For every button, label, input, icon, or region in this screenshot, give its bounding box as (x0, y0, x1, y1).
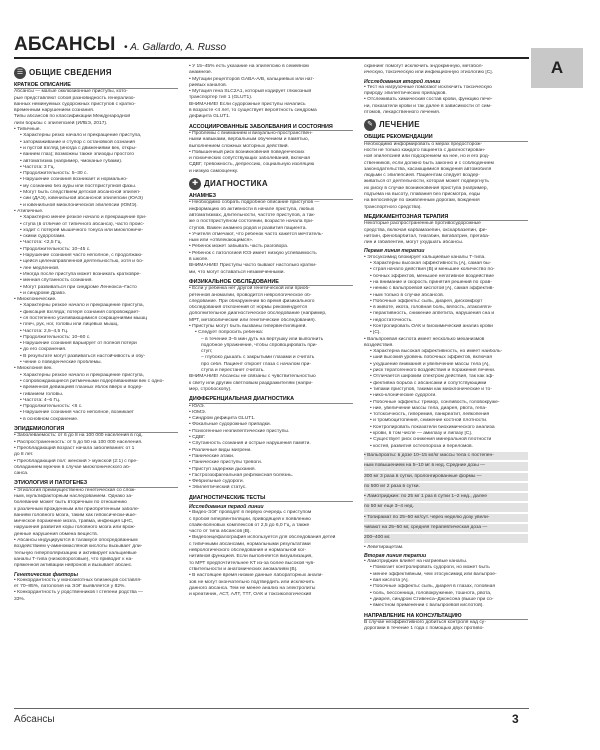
text-line: спайк-волновых комплексов от 2,5 до 6,0 Гц, а также (189, 522, 310, 528)
bullet-line: • Конкордантность у родственников I степени родства — (14, 590, 178, 596)
text-line: каналы Т-типа (низкопороговые), что приводит к на- (14, 556, 133, 562)
sub-bullet-line: • фиксация взгляда; потеря сознания сопровождает- (14, 310, 178, 316)
sub-bullet-line: • тотоксичность, гиперемия, панкреатит, лейкопения (364, 412, 528, 418)
sub-bullet-line: • вая кислота [A]. (364, 578, 528, 584)
sub-bullet-line: • менее эффективным, чем этосуксимид или вальпрое- (364, 572, 528, 578)
text-line: дефицита GLUT1. (189, 114, 231, 120)
text-line: зов не могут окончательно подтвердить или исключить (189, 579, 315, 585)
sub-bullet-line: • Побочные эффекты: сыпь, диарея, дискомфорт (364, 299, 528, 305)
sub-bullet-line: • ние, увеличение массы тела, диарея, рвота, гепа- (364, 406, 528, 412)
sub-bullet-line: • нико-клонические судороги. (364, 393, 528, 399)
text-line: часто от типа абсансов [B]. (189, 529, 251, 535)
text-line: ВНИМАНИЕ! Приступы часто бывают настолько кратки- (189, 263, 317, 269)
text-line: транспортер тип 1 (GLUT1). (189, 95, 253, 101)
text-line: ни, показатели крови и так далее в зависимости от сим- (364, 103, 492, 109)
text-line: их риску в случае возникновения приступа (например, (364, 185, 488, 191)
nested-line: ступа и перестанет считать. (201, 368, 265, 374)
bullet-line: • Отслеживать химический состав крови, функцию пече- (364, 97, 528, 103)
authors: • A. Gallardo, A. Russo (124, 42, 227, 53)
bullet-line: • Необходимо собрать подробное описание приступов — (189, 200, 353, 206)
subsection-heading: МЕДИКАМЕНТОЗНАЯ ТЕРАПИЯ (364, 214, 528, 221)
sub-bullet-line: • риск тератогенного воздействия и поражения печени. (364, 368, 528, 374)
sub-bullet-line: • плеч, рук, ног, головы или лицевых мышц. (14, 322, 178, 328)
text-line: Некоторые распространенные противосудорожные (364, 221, 481, 227)
text-line: следование. При обнаружении во время физикального (189, 298, 315, 304)
sub-bullet-line: • Могут развиваться при синдроме Леннокса–Гасто (14, 285, 178, 291)
bullet-line: • Распространенность: от 5 до 50 на 100 000 населения. (14, 440, 178, 446)
bullet-line: • Миоклонические. (14, 297, 178, 303)
subsection-heading: КРАТКОЕ ОПИСАНИЕ (14, 82, 178, 89)
section-title: ЛЕЧЕНИЕ (379, 120, 420, 130)
text-line: временным нарушением сознания. (14, 108, 95, 114)
sub-bullet-line: • Контролировать ОАК и биохимический анализ крови (364, 324, 528, 330)
highlight-box-line: по 500 мг 2 раза в сутки. (364, 483, 528, 491)
bullet-line: • Если у ребенка нет другой генетической или приоб- (189, 286, 353, 292)
bullet-line: • Панические атаки. (189, 454, 353, 460)
sub-bullet-line: • Частота: 2,5–4,5 Гц. (14, 329, 178, 335)
text-line: же о постприступном состоянии, возрасте начала при- (189, 219, 314, 225)
bullet-line: • Фебрильные судороги. (189, 479, 353, 485)
sub-bullet-line: • [C]. (364, 330, 528, 336)
sub-bullet-line: • вместном применении с вальпроевой кислотой). (364, 603, 528, 609)
sub-bullet-line: • Характерны высокая эффективность [A], самая бы- (364, 261, 528, 267)
sub-bullet-line: • сии (ДАЭ), ювенильной абсансной эпилепсии (ЮАЭ) (14, 196, 178, 202)
nested-line: – в течение 3–5 мин дуть на вертушку или выполнить (201, 336, 324, 342)
bullet-line: • Приступы могут быть вызваны гипервентиляцией. (189, 324, 353, 330)
bullet-line: • Спутанность сознания и острые нарушения памяти. (189, 441, 353, 447)
bullet-line: • ЮМЭ. (189, 410, 353, 416)
text-line: риевых каналов. (189, 82, 228, 88)
section-heading (14, 67, 178, 79)
text-line: ическую, токсическую или инфекционную этиологию [C]. (364, 70, 493, 76)
highlight-box-line: • Ламотриджин: по 25 мг 1 раз в сутки 1–2 нед., далее (364, 493, 528, 501)
sub-bullet-line: • Существует риск снижения минеральной плотности (364, 437, 528, 443)
text-line: дорогами в течение 1 года с помощью двух противо- (364, 626, 484, 632)
text-line: Типы абсансов по классификации Международной (14, 114, 131, 120)
bullet-line: • Психогенные неэпилептические приступы. (189, 429, 353, 435)
text-line: подъема на высоту, плавания без присмотра, езды (364, 192, 481, 198)
sub-bullet-line: • ступа (в отличие от типичного абсанса), часто проис- (14, 222, 178, 228)
title-rule (14, 57, 529, 59)
section-title: ДИАГНОСТИКА (204, 178, 268, 188)
bullet-line: • Видео-ЭЭГ проводят в первую очередь с приступом (189, 510, 353, 516)
text-line: с пробой гипервентиляции, приводящей к появлению (189, 516, 311, 522)
bullet-line: • ЮАЭ. (189, 404, 353, 410)
sub-bullet-line: • Характерны резкое начало и прекращение приступа, (14, 373, 178, 379)
sub-bullet-line: • гиванием головы. (14, 392, 178, 398)
sub-bullet-line: • Нарушение сознания возникает и нормально- (14, 177, 178, 183)
sub-bullet-line: • Частота: <2,5 Гц. (14, 240, 178, 246)
sub-bullet-line: • в основном сохранение. (14, 417, 178, 423)
sub-bullet-line: • ным только в случае абсансов. (364, 293, 528, 299)
bullet-line: • Типичные. (14, 127, 178, 133)
subsection-heading: АССОЦИИРОВАННЫЕ ЗАБОЛЕВАНИЯ И СОСТОЯНИЯ (189, 124, 353, 131)
text-line: в школе. (189, 257, 209, 263)
bullet-line: • Ламотриджин влияет на натриевые каналы. (364, 559, 528, 565)
sub-bullet-line: • и ювенильной миоклонической эпилепсии (ЮМЭ). (14, 203, 178, 209)
page-header (14, 34, 529, 56)
highlight-box-line: • Топирамат по 25–50 мг/сут. через неделю дозу увели- (364, 514, 528, 522)
text-line: законодательства, касающимися вождения автомобиля (364, 166, 492, 172)
column-2 (189, 64, 353, 704)
text-line: живаться от деятельности, которая может подвергнуть (364, 179, 489, 185)
minor-heading: Исследования второй линии (364, 78, 441, 85)
text-line: ности не только каждого пациента с диагностирован- (364, 147, 486, 153)
text-line: ступов. Важен анамнез родов и развития пациента. (189, 225, 307, 231)
text-line: мическое поражение мозга, травма, инфекция ЦНС, (14, 519, 134, 525)
bullet-line: • Эпилептический статус. (189, 485, 353, 491)
sub-bullet-line: • бочных эффектов, меньшее негативное воздействие (364, 274, 528, 280)
column-1 (14, 64, 178, 704)
sub-bullet-line: • Могут быть следствием детской абсансной эпилеп- (14, 190, 178, 196)
text-line: и креатинин, АСТ, АЛТ, ТТГ, ОАК и токсикологический (189, 592, 312, 598)
bullet-line: • Ребенок с патологией ЮЭ имеет низкую успеваемость (189, 251, 353, 257)
sub-bullet-line: • ухудшение внимания и увеличение массы тела [A], (364, 362, 528, 368)
subsection-heading: ДИФФЕРЕНЦИАЛЬНАЯ ДИАГНОСТИКА (189, 396, 353, 403)
section-icon: ✎ (364, 119, 376, 131)
alphabet-tab: А (531, 48, 583, 88)
text-line: скрининг помогут исключить эндокринную, метабол- (364, 64, 484, 69)
sub-bullet-line: • ходит с потерей мышечного тонуса или миоклониче- (14, 228, 178, 234)
text-line: пряженной активации нейронов и вызывает абсанс. (14, 563, 133, 569)
running-title: Абсансы (14, 714, 55, 725)
text-line: ретенной аномалии, проводится неврологическое об- (189, 292, 312, 298)
subsection-heading: ЭТИОЛОГИЯ И ПАТОГЕНЕЗ (14, 480, 178, 487)
text-line: нарушения развития коры головного мозга или врож- (14, 525, 136, 531)
page-number: 3 (512, 712, 519, 726)
bullet-line: • Панические приступы тревоги. (189, 460, 353, 466)
sub-bullet-line: • фективна борьба с абсансами и сопутствующими (364, 381, 528, 387)
sub-bullet-line: • Характерны резко начало и прекращение приступа, (14, 133, 178, 139)
text-line: ственников, если должно быть законно и с соблюдением (364, 160, 494, 166)
text-line: выполнением сложных моторных действий. (189, 143, 289, 149)
text-line: данного абсанса. Тем не менее анализ на электролиты (189, 585, 316, 591)
subsection-heading: ЭПИДЕМИОЛОГИЯ (14, 426, 178, 433)
text-line: к различным врожденным или приобретенным заболе- (14, 506, 140, 512)
column-3 (364, 64, 528, 704)
text-line: автоматизмах, длительности, частоте приступов, а так- (189, 212, 316, 218)
bullet-line: • Синдром дефицита GLUT1. (189, 416, 353, 422)
highlight-box-line: • Вальпроаты: в дозе 10–15 мг/кг массы тела с постепен- (364, 452, 528, 460)
text-line: ванных неминуемых судорожных приступов с кратко- (14, 101, 136, 107)
section-heading (189, 178, 353, 190)
sub-bullet-line: • автоматизма (например, чмоканье губами). (14, 159, 178, 165)
sub-bullet-line: • Характерна высокая эффективность, но имеет наиболь- (364, 349, 528, 355)
text-line: тельную гиперполяризацию и активирует кальциевые (14, 550, 137, 556)
sub-bullet-line: • и тромбоцитопения, снижение костной плотности. (364, 418, 528, 424)
highlight-box-line: ным повышением на 5–10 мг в нед. Средние дозы — (364, 462, 528, 470)
text-line: ным, мультифакторным наследованием. Однако за- (14, 494, 133, 499)
text-line: воздействия. (364, 342, 394, 348)
section-heading (364, 119, 528, 131)
text-line: ваниям головного мозга, таким как гипоксически-ише- (14, 512, 137, 518)
text-line: информацию об активности в начале приступа, любых (189, 206, 315, 212)
sub-bullet-line: • му сознанию без ауры или постприступной фазы. (14, 184, 178, 190)
sub-bullet-line: • щейся целенаправленной деятельностью, хотя и бо- (14, 259, 178, 265)
bullet-line: • Видеоэнцефалография используется для обследования детей (189, 535, 353, 541)
bullet-line: • Приступ задержки дыхания. (189, 467, 353, 473)
sub-bullet-line: • и синдроме Дравэ. (14, 291, 178, 297)
sub-bullet-line: • Частота: 3 Гц. (14, 165, 178, 171)
bullet-line: • СДВГ. (189, 435, 353, 441)
text-line: нитивной функцией. Если выполняется визуализация, (189, 554, 313, 560)
sub-bullet-line: • на внимание и скорость принятия решений по срав- (364, 280, 528, 286)
bullet-line: • Заболеваемость: от 6 до 8 на 100 000 населения в год. (14, 433, 178, 439)
text-line: транспортного средства). (364, 204, 422, 210)
nested-line: про себя. Пациент откроет глаза с началом при- (201, 361, 311, 367)
bullet-line: • Тест на нагрузочные помогают исключить токсическую (364, 85, 528, 91)
bullet-line: • Мутация гена SLC2A1, который кодирует глюкозный (189, 89, 353, 95)
sub-bullet-line: • В результате могут развиваться настойчивость и обу- (14, 354, 178, 360)
bullet-line: • Атипичные. (14, 209, 178, 215)
sub-bullet-line: • страя начало действия [B] и меньшее количество по- (364, 267, 528, 273)
subsection-heading: ДИАГНОСТИЧЕСКИЕ ТЕСТЫ (189, 495, 353, 502)
text-line: лиги борьбы с эпилепсией (ИЛБЭ, 2017). (14, 120, 108, 126)
sub-bullet-line: • Нарушение сознания часто неполное, с продолжаю- (14, 253, 178, 259)
text-line: В случае неэффективного добиться контроля над су- (364, 619, 486, 625)
bullet-line: • Учителя отмечают, что ребенок часто кажется мечтатель- (189, 232, 353, 238)
text-line: ствительности и анатомических аномалиям [B]. (189, 566, 298, 572)
bullet-line: • Преобладающий пол: женский > мужской (2:1) с пре- (14, 459, 178, 465)
highlight-box-line: чивают на 25–50 мг, средняя терапевтическая доза — (364, 524, 528, 532)
bullet-line: • У 15–45% есть указание на эпилепсию в семейном (189, 64, 353, 70)
bullet-line: • Фокальные судорожные припадки. (189, 422, 353, 428)
sub-bullet-line: • менная спутанность сознания. (14, 278, 178, 284)
sub-bullet-line: • Помогает контролировать судороги, но может быть (364, 565, 528, 571)
text-line: то МРТ предпочтительнее КТ из-за более высокой чув- (189, 560, 315, 566)
text-line: ной эпилепсией или подозрением на нее, но и его род- (364, 154, 490, 160)
sub-bullet-line: • Отличается широким спектром действия, так как эф- (364, 374, 528, 380)
bullet-line: • Этосуксимид блокирует кальциевые каналы Т-типа. (364, 255, 528, 261)
content-columns (14, 64, 529, 704)
sub-bullet-line: • перактивность, снижение аппетита, нарушения сна и (364, 311, 528, 317)
sub-bullet-line: • временной девиацией глазных яблок вверх и подер- (14, 385, 178, 391)
sub-bullet-line: • крови, в том числе — амилазу и липазу [C]. (364, 431, 528, 437)
text-line: ВНИМАНИЕ! Если судорожные приступы начались (189, 101, 306, 107)
text-line: ными навыками, вербальным обучением и памятью, (189, 137, 309, 143)
text-line: ным или «отвлекающимся». (189, 238, 254, 244)
subsection-heading: ФИЗИКАЛЬНОЕ ОБСЛЕДОВАНИЕ (189, 279, 353, 286)
sub-bullet-line: • сопровождающиеся ритмичными подергиваниями век с одно- (14, 379, 178, 385)
text-line: обладанием мужчин в случае миоклонического аб- (14, 464, 131, 470)
text-line: воздействием γ-аминомасляной кислоты вызывает дли- (14, 544, 143, 550)
bullet-line: • Ребенок может забывать часть разговора. (189, 244, 353, 250)
bullet-line: • Преобладающий возраст начала заболевания: от 1 (14, 446, 178, 452)
bullet-line: • Мутации рецепторов GABA-A/B, кальциевых или нат- (189, 77, 353, 83)
minor-heading: Исследования первой линии (189, 504, 264, 510)
text-line: птомов, лекарственного лечения. (364, 110, 441, 116)
bullet-line: • В настоящее время низкие данные лабораторных анали- (189, 573, 353, 579)
text-line: Абсансы — малые окклюзионные приступы, кото- (14, 89, 128, 95)
sub-bullet-line: • в животе, икота, головная боль, вялость, атаксия/ги- (364, 305, 528, 311)
sub-bullet-line: • Следует попросить ребенка: (189, 330, 353, 336)
nested-line: ступ; (201, 349, 213, 355)
text-line: природу эпилептических припадков. (364, 91, 447, 97)
subsection-heading: АНАМНЕЗ (189, 193, 353, 200)
text-line: в возрасте <4 лет, то существует вероятность синдрома (189, 108, 317, 114)
text-line: ет 70–85%, патология на ЭЭГ выявляется у 82%. (14, 584, 126, 590)
sub-bullet-line: • и пустой взгляд (иногда с движениями век, откры- (14, 146, 178, 152)
bullet-line: • Проблемы с вниманием и визуально-пространствен- (189, 131, 353, 137)
bullet-line: • Миоклония век. (14, 366, 178, 372)
bullet-line: • Различные виды мигрени. (189, 448, 353, 454)
bullet-line: • Вальпроевая кислота имеет несколько механизмов (364, 337, 528, 343)
sub-bullet-line: • ванием глаз); возможны также эпизоды простого (14, 152, 178, 158)
text-line: болевание может быть вторичным по отношению (14, 500, 127, 506)
page-title: АБСАНСЫ (14, 34, 116, 55)
sub-bullet-line: • Частота: 4–6 Гц. (14, 398, 178, 404)
sub-bullet-line: • Контролировать показатели биохимического анализа (364, 425, 528, 431)
text-line: нитоин, фенобарбитал, тиагабин, вигабатрин, прегаба- (364, 233, 490, 239)
text-line: МРТ, метаболические или генетические обследования). (189, 317, 317, 323)
sub-bullet-line: • Побочные эффекты: сыпь, диарея в глазах, головная (364, 584, 528, 590)
sub-bullet-line: • Характерны резкое начало и прекращение приступа, (14, 303, 178, 309)
text-line: ВНИМАНИЕ! Абсансы не связаны с чувствительностью (189, 374, 316, 380)
sub-bullet-line: • Характерно менее резкое начало и прекращение при- (14, 215, 178, 221)
bullet-line: • Конкордантность у монозиготных близнецов составля- (14, 578, 178, 584)
text-line: обследования отклонений от нормы рекомендуется (189, 305, 308, 311)
text-line: СДВГ, тревожность, депрессию, социальную изоляцию (189, 162, 315, 168)
sub-bullet-line: • Иногда после приступа может возникать кратковре- (14, 272, 178, 278)
sub-bullet-line: • типами приступов, такими как миоклонические и то- (364, 387, 528, 393)
minor-heading: Вторая линия терапии (364, 552, 427, 559)
sub-bullet-line: • Продолжительность: 5–30 с. (14, 171, 178, 177)
subsection-heading: НАПРАВЛЕНИЕ НА КОНСУЛЬТАЦИЮ (364, 613, 528, 620)
sub-bullet-line: • Побочные эффекты: тремор, сонливость, головокруже- (364, 400, 528, 406)
text-line: санса. (14, 471, 29, 477)
text-line: и низкую самооценку. (189, 168, 239, 174)
sub-bullet-line: • костей, развития остеопороза и переломов. (364, 444, 528, 450)
sub-bullet-line: • до его сохранения. (14, 347, 178, 353)
sub-bullet-line: • лее медленной. (14, 266, 178, 272)
sub-bullet-line: • ся постепенно усиливающимися сокращениями мышц (14, 316, 178, 322)
bullet-line: • Повышенный риск возникновения поведенческих (189, 150, 353, 156)
sub-bullet-line: • нению с вальпроевой кислотой [A], самая эффектив- (364, 286, 528, 292)
sub-bullet-line: • Нарушение сознания варьирует от полной потери (14, 341, 178, 347)
sub-bullet-line: • Продолжительность: 10–45 с. (14, 247, 178, 253)
text-line: 33%. (14, 596, 26, 602)
section-icon: ☰ (14, 67, 26, 79)
text-line: лин и габапентин, могут ухудшать абсансы. (364, 240, 464, 246)
bullet-line: • Гастроэзофагеальная рефлюксная болезнь. (189, 473, 353, 479)
sub-bullet-line: • Продолжительность: 10–60 с. (14, 335, 178, 341)
bullet-line: • Этиология преимущественно генетическая со слож- (14, 488, 178, 494)
bullet-line: • Абсансы индуцируются в таламусе опосредованным (14, 538, 178, 544)
highlight-box-line: 300 мг 3 раза в сутки, пролонгированные формы — (364, 473, 528, 481)
highlight-box-line: по 50 мг еще 3–4 нед. (364, 503, 528, 511)
text-line: средства, включая карбамазепин, окскарбазепин, фе- (364, 227, 488, 233)
text-line: к свету или другим светловым раздражителям (напри- (189, 380, 313, 386)
section-title: ОБЩИЕ СВЕДЕНИЯ (29, 67, 112, 77)
sub-bullet-line: • ший высокий уровень побочных эффектов, включая (364, 355, 528, 361)
text-line: мер, стробоскопу). (189, 386, 232, 392)
minor-heading: Генетические факторы (14, 571, 79, 578)
text-line: денные нарушения обмена веществ. (14, 531, 99, 537)
sub-bullet-line: • боль, бессонница, головокружение, тошнота, рвота, (364, 591, 528, 597)
bullet-line: • Леветирацетам. (364, 545, 528, 551)
section-icon: ✚ (189, 178, 201, 190)
text-line: дополнительное диагностическое обследование (например, (189, 311, 327, 317)
sub-bullet-line: • Нарушение сознания часто неполное, возникает (14, 410, 178, 416)
text-line: неврологического обследования и нормальной ког- (189, 548, 307, 554)
highlight-box-line: 200–400 мг. (364, 534, 528, 542)
sub-bullet-line: • недостаточность. (364, 318, 528, 324)
sub-bullet-line: • диарея, синдром Стивенса–Джонсона (выше при со- (364, 597, 528, 603)
sub-bullet-line: • затормаживание и ступор с остановкой сознания (14, 140, 178, 146)
text-line: Необходимо информировать о мерах предосторож- (364, 141, 482, 147)
text-line: и психических сопутствующих заболеваний, включая (189, 156, 311, 162)
text-line: анамнезе. (189, 70, 213, 76)
sub-bullet-line: • чение о поведенческие проблемы. (14, 360, 178, 366)
minor-heading: Первая линия терапии (364, 248, 425, 255)
nested-line: подобное упражнение, чтобы спровоцировать при- (201, 342, 318, 348)
sub-bullet-line: • Продолжительность: <6 с. (14, 404, 178, 410)
sub-bullet-line: • скими судорогами. (14, 234, 178, 240)
text-line: рые представляют собой разновидность генерализо- (14, 95, 136, 101)
text-line: до 8 лет. (14, 452, 34, 458)
nested-line: – глубоко дышать с закрытыми глазами и считать (201, 355, 315, 361)
text-line: ми, что могут оставаться незамеченными. (189, 269, 285, 275)
text-line: на велосипеде по оживленным дорогам, вождения (364, 198, 480, 204)
text-line: людьми с эпилепсией. Пациентам следует воздер- (364, 173, 480, 179)
subsection-heading: ОБЩИЕ РЕКОМЕНДАЦИИ (364, 134, 528, 141)
footer-rule (14, 708, 529, 709)
text-line: с типичными абсансами, нормальными результатами (189, 541, 311, 547)
